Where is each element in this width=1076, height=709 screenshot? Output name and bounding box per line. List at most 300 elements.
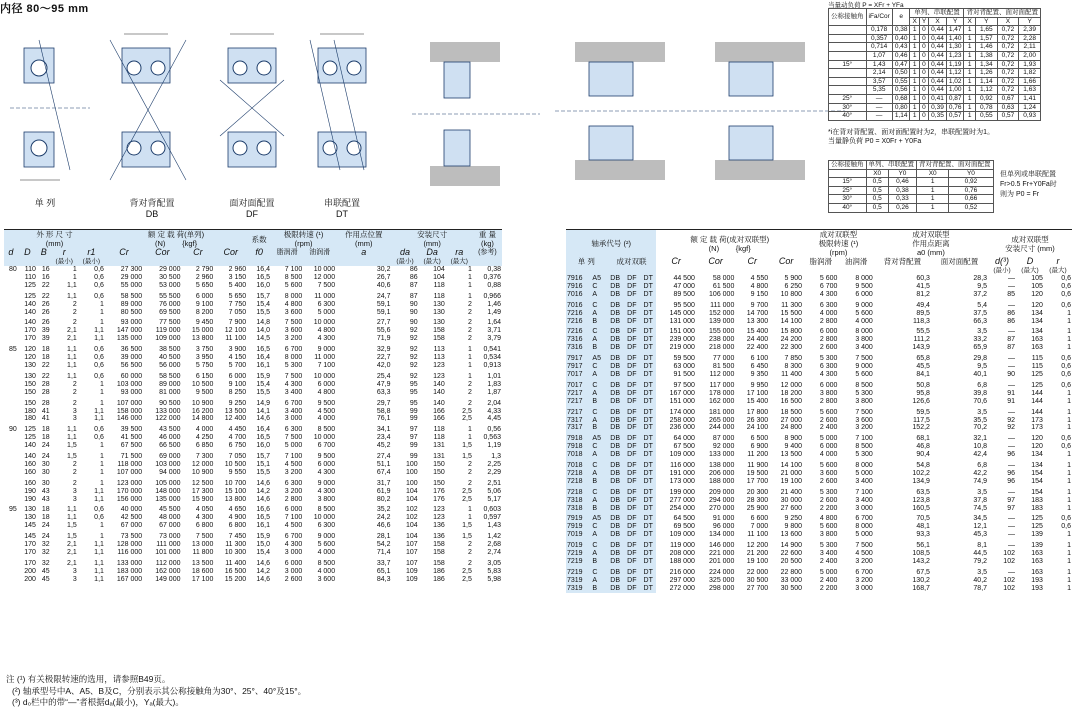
- table-cell: 17 100: [191, 575, 214, 583]
- table-cell: 14,6: [256, 495, 271, 503]
- factor-cell: 0,57: [946, 112, 964, 121]
- table-cell: 37,2: [973, 290, 988, 298]
- table-cell: 3 400: [855, 477, 873, 485]
- factor-cell: 1: [964, 103, 975, 112]
- table-cell: 0,966: [483, 292, 501, 300]
- table-cell: B: [591, 585, 606, 593]
- factor-cell: 1,46: [975, 43, 997, 52]
- factor-cell: 0,47: [892, 60, 910, 69]
- table-cell: 134: [1031, 462, 1043, 470]
- factor-cell: 0,55: [892, 77, 910, 86]
- table-cell: 6 000: [228, 372, 247, 380]
- table-cell: 7018: [566, 451, 591, 459]
- table-cell: 2: [467, 468, 472, 476]
- table-cell: 5 000: [819, 568, 838, 576]
- table-cell: 7218: [566, 486, 591, 497]
- factor-cell: 0,68: [892, 94, 910, 103]
- table-cell: 123: [433, 361, 445, 369]
- table-row: [566, 486, 1072, 497]
- table-cell: C: [591, 566, 606, 577]
- table-cell: 1,1: [94, 567, 104, 575]
- table-cell: 79,2: [973, 558, 988, 565]
- table-cell: 8 500: [317, 506, 336, 514]
- table-cell: 5,98: [487, 575, 501, 583]
- table-cell: 9,5: [977, 363, 988, 371]
- table-row: [566, 406, 1072, 417]
- table-cell: 12 400: [224, 415, 247, 423]
- table-cell: 146 000: [116, 415, 143, 423]
- table-cell: DF: [624, 325, 640, 336]
- table-cell: 158 000: [116, 407, 143, 415]
- table-row: [4, 442, 502, 450]
- table-cell: 1: [1067, 397, 1071, 405]
- table-cell: 2 600: [819, 344, 838, 352]
- table-cell: 2 400: [819, 576, 838, 584]
- table-cell: 2,04: [487, 399, 501, 407]
- table-cell: [4, 530, 18, 541]
- table-cell: 58 500: [159, 372, 181, 380]
- table-cell: 5 600: [284, 281, 303, 289]
- table-cell: 3: [72, 487, 77, 495]
- table-cell: 1: [1067, 496, 1071, 504]
- factor-cell: 1: [964, 34, 975, 43]
- table-cell: 102: [405, 506, 418, 514]
- table-cell: 2,25: [487, 460, 501, 468]
- table-cell: —: [1007, 515, 1015, 523]
- table-cell: 4 500: [284, 522, 303, 530]
- factor-cell: 0: [919, 51, 928, 60]
- table-cell: 45,5: [916, 363, 930, 371]
- table-cell: DB: [607, 283, 624, 291]
- table-cell: 7219: [566, 558, 591, 566]
- table-cell: 173: [1031, 424, 1043, 432]
- table-cell: 0,6: [94, 434, 104, 442]
- factor-cell: 0,41: [929, 94, 947, 103]
- table-cell: DB: [607, 352, 624, 363]
- table-cell: 3: [72, 407, 77, 415]
- table-cell: DT: [640, 523, 656, 531]
- table-cell: 6 000: [317, 460, 336, 468]
- table-cell: 11 000: [314, 292, 336, 300]
- table-cell: 10 000: [313, 514, 336, 522]
- table-cell: DF: [624, 310, 640, 318]
- table-cell: 236 000: [669, 424, 695, 432]
- table-cell: 51,1: [376, 460, 391, 468]
- table-cell: 77 500: [159, 319, 181, 327]
- table-cell: 3,5: [977, 488, 988, 496]
- factor-cell: [829, 86, 867, 95]
- table-cell: 1,5: [462, 522, 472, 530]
- table-cell: A5: [591, 275, 606, 283]
- table-cell: 87: [1007, 344, 1015, 352]
- table-cell: 40 000: [120, 506, 143, 514]
- table-cell: 17 300: [191, 487, 214, 495]
- table-cell: 152 000: [709, 309, 735, 317]
- table-cell: C: [591, 443, 606, 451]
- table-cell: 69 500: [159, 308, 181, 316]
- table-cell: 24: [41, 533, 50, 541]
- table-cell: 61 500: [712, 282, 735, 290]
- table-cell: 24: [41, 442, 50, 450]
- table-cell: 9 450: [195, 319, 214, 327]
- table-cell: 85: [8, 346, 17, 354]
- factor-cell: 1,23: [946, 51, 964, 60]
- table-cell: 71,9: [376, 335, 391, 343]
- table-cell: 1,1: [67, 354, 77, 362]
- table-cell: 66 500: [159, 442, 181, 450]
- table-cell: DB: [607, 566, 624, 577]
- table-cell: 0,6: [94, 506, 104, 514]
- table-cell: 170: [24, 335, 36, 343]
- table-row: [4, 354, 502, 362]
- table-cell: 125: [24, 434, 36, 442]
- table-cell: 7918: [566, 432, 591, 443]
- table-cell: 3 800: [855, 336, 873, 344]
- table-row: [4, 282, 502, 290]
- table-cell: 166: [433, 407, 445, 415]
- table-cell: 130: [433, 319, 445, 327]
- table-cell: 1: [100, 479, 104, 487]
- table-cell: DF: [624, 470, 640, 478]
- table-cell: 8 200: [195, 308, 214, 316]
- table-cell: 90: [409, 308, 418, 316]
- table-cell: 155 000: [709, 328, 735, 336]
- table-cell: 27 600: [780, 504, 803, 512]
- table-cell: 43 500: [159, 426, 181, 434]
- table-cell: 90 500: [159, 399, 181, 407]
- table-cell: 1: [1067, 568, 1071, 576]
- factor-row: [829, 94, 1041, 103]
- table-cell: 46,6: [376, 522, 391, 530]
- table-cell: 14 900: [780, 542, 803, 550]
- table-cell: DT: [640, 299, 656, 310]
- table-cell: 7 500: [855, 355, 873, 363]
- table-cell: 4 000: [819, 451, 838, 459]
- table-cell: 3 400: [855, 496, 873, 504]
- table-cell: DT: [640, 459, 656, 470]
- table-cell: 2: [467, 549, 472, 556]
- caption-dt: 串联配置 DT: [323, 198, 360, 219]
- table-cell: 40,6: [376, 281, 391, 289]
- factor-cell: 1,41: [1019, 94, 1041, 103]
- table-cell: 105: [1031, 275, 1043, 282]
- table-cell: 4 050: [195, 506, 214, 514]
- table-cell: 1: [1067, 424, 1071, 432]
- table-cell: DF: [624, 336, 640, 344]
- table-cell: 30: [41, 468, 50, 476]
- table-cell: 3 000: [855, 584, 873, 592]
- table-cell: 34,5: [973, 515, 988, 523]
- table-cell: 12 000: [313, 273, 336, 281]
- table-cell: 0,6: [1061, 355, 1071, 363]
- factor-cell: 0,357: [866, 34, 892, 43]
- table-cell: [4, 354, 18, 362]
- table-cell: 28,3: [973, 275, 988, 282]
- factor-row: [829, 60, 1041, 69]
- table-cell: 55,6: [376, 327, 391, 335]
- table-cell: 258 000: [669, 416, 695, 424]
- table-cell: 13 300: [746, 317, 769, 325]
- table-cell: DF: [624, 275, 640, 283]
- table-cell: DF: [624, 478, 640, 486]
- table-cell: 4 800: [317, 388, 336, 396]
- factor-cell: 0,92: [975, 94, 997, 103]
- table-cell: 163: [1031, 550, 1043, 558]
- table-cell: 8,1: [977, 542, 988, 550]
- table-cell: 7317: [566, 424, 591, 432]
- table-cell: 0,6: [1061, 523, 1071, 531]
- factor-cell: 0: [919, 77, 928, 86]
- table-cell: 16,1: [256, 522, 271, 530]
- table-cell: 45,3: [973, 531, 988, 539]
- table-row: [566, 283, 1072, 291]
- table-cell: 11 000: [314, 354, 336, 362]
- table-cell: 1: [467, 361, 472, 369]
- table-cell: 1: [100, 468, 104, 476]
- table-cell: DT: [640, 505, 656, 513]
- table-cell: 6 000: [819, 328, 838, 336]
- table-cell: A: [591, 550, 606, 558]
- table-row: [566, 417, 1072, 425]
- table-cell: 1,83: [487, 380, 501, 388]
- table-cell: 16: [41, 266, 50, 273]
- table-cell: 91: [1007, 397, 1015, 405]
- table-cell: 5 600: [855, 370, 873, 378]
- table-cell: DT: [640, 318, 656, 326]
- table-cell: 15 500: [780, 309, 803, 317]
- table-cell: DT: [640, 325, 656, 336]
- table-cell: 39: [41, 327, 50, 335]
- table-cell: 7 450: [228, 533, 247, 541]
- table-cell: 3: [72, 495, 77, 503]
- table-cell: B: [591, 505, 606, 513]
- table-cell: 16,5: [256, 273, 271, 281]
- factor-cell: 0,43: [892, 43, 910, 52]
- table-cell: DF: [624, 371, 640, 379]
- table-cell: DT: [640, 275, 656, 283]
- table-cell: 15,5: [256, 468, 271, 476]
- table-cell: 113: [433, 354, 445, 362]
- table-cell: 176: [433, 487, 445, 495]
- table-cell: 3 950: [195, 354, 214, 362]
- factor-row: [829, 86, 1041, 95]
- table-cell: 53 000: [159, 281, 181, 289]
- table-cell: 1,1: [67, 426, 77, 434]
- table-cell: 6 250: [784, 282, 803, 290]
- table-cell: 92 000: [712, 443, 735, 451]
- table-cell: 11 400: [225, 559, 247, 567]
- table-cell: 32: [41, 559, 50, 567]
- table-cell: 55,5: [916, 328, 930, 336]
- table-cell: 170 000: [116, 487, 143, 495]
- table-cell: 9 250: [228, 399, 247, 407]
- table-cell: 144: [1031, 389, 1043, 397]
- table-cell: 14,9: [256, 399, 271, 407]
- table-cell: DB: [607, 577, 624, 585]
- factor-cell: 1,40: [946, 34, 964, 43]
- hdr-pair-load: 额 定 载 荷(成对双联型) (N) {kgf}: [690, 234, 770, 253]
- factor-cell: 1: [910, 94, 919, 103]
- table-cell: DT: [640, 478, 656, 486]
- table-cell: C: [591, 459, 606, 470]
- table-cell: 170: [24, 559, 36, 567]
- table-cell: DF: [624, 539, 640, 550]
- df-arrangement-drawing: [220, 34, 284, 167]
- table-cell: 102: [1003, 550, 1015, 558]
- table-cell: 3 400: [284, 407, 303, 415]
- table-cell: 6 100: [750, 355, 769, 363]
- table-cell: 15,7: [256, 292, 271, 300]
- table-cell: 1: [100, 388, 104, 396]
- table-cell: DT: [640, 577, 656, 585]
- table-cell: 5 000: [819, 435, 838, 443]
- table-cell: A: [591, 531, 606, 539]
- table-cell: 219 000: [669, 344, 695, 352]
- table-cell: 110: [24, 266, 36, 273]
- table-cell: 107: [405, 541, 418, 549]
- table-cell: 206 000: [709, 469, 735, 477]
- table-cell: [4, 496, 18, 504]
- table-cell: 12,1: [973, 523, 988, 531]
- table-row: [4, 389, 502, 397]
- table-cell: 139 000: [709, 317, 735, 325]
- table-row: [4, 362, 502, 370]
- table-cell: 101 000: [155, 549, 181, 556]
- table-cell: 78,7: [973, 584, 988, 592]
- table-cell: 4 250: [195, 434, 214, 442]
- factor-cell: 0,72: [997, 77, 1019, 86]
- factor-cell: 1: [910, 77, 919, 86]
- table-cell: 130: [24, 361, 36, 369]
- table-cell: 14,6: [256, 559, 271, 567]
- table-cell: —: [1007, 462, 1015, 470]
- table-cell: 1: [1067, 477, 1071, 485]
- table-cell: 1: [467, 273, 472, 281]
- table-cell: 33,2: [973, 336, 988, 344]
- table-cell: 160,5: [912, 504, 930, 512]
- table-cell: DF: [624, 585, 640, 593]
- table-cell: 5 700: [228, 361, 247, 369]
- caption-db: 背对背配置 DB: [129, 198, 175, 219]
- table-cell: 2: [72, 460, 77, 468]
- table-cell: 1: [100, 442, 104, 450]
- table-cell: 4 300: [317, 468, 336, 476]
- table-cell: 150: [24, 380, 36, 388]
- table-cell: 111 000: [156, 541, 181, 549]
- table-cell: 7 100: [284, 453, 303, 461]
- table-cell: 97: [409, 426, 418, 434]
- table-cell: [4, 389, 18, 397]
- table-cell: 11 800: [192, 549, 214, 556]
- table-cell: 2: [467, 300, 472, 308]
- table-cell: DB: [607, 539, 624, 550]
- table-cell: 22,7: [376, 354, 391, 362]
- table-cell: 58 500: [120, 292, 143, 300]
- table-cell: 109 000: [669, 531, 695, 539]
- table-cell: 21 000: [780, 469, 803, 477]
- factor-cell: 1: [964, 51, 975, 60]
- table-cell: 9 500: [195, 388, 214, 396]
- table-cell: 163: [1031, 344, 1043, 352]
- static-factor-cell: 0,5: [866, 203, 888, 212]
- table-cell: 183: [1031, 504, 1043, 512]
- table-cell: 26,7: [376, 273, 391, 281]
- table-cell: 158: [433, 559, 445, 567]
- table-cell: 81 000: [159, 388, 181, 396]
- table-cell: 7 850: [784, 355, 803, 363]
- table-cell: 6 500: [750, 435, 769, 443]
- table-cell: 123,8: [912, 496, 930, 504]
- table-cell: B: [591, 558, 606, 566]
- table-row: [4, 541, 502, 549]
- table-row: [4, 370, 502, 381]
- table-cell: 2: [72, 380, 77, 388]
- left-spec-table: 外 形 尺 寸 (mm) 额 定 载 荷(单列) (N) {kgf} 系数 极限转速 (¹) (rpm) 作用点位置 (mm) 安装尺寸 (mm) 重 量 (kg) d D B r r1 Cr Cor Cr Cor f0 脂润滑 油润滑 a da Da ra (参考) (最小) (最小) (最小) (最大) (最大) 80 110 16 1 0,6 27 300 29 000 2 790 2 960 16,4 7 100 10 000 30,2 86 104 1 0,38 110 16 1 0,6 29 000 30 500 2 960 3 150 16,5 8 500 12 000 26,7 86 104 1 0,376 125 22 1,1 0,6 55 000 53 000 5 650 5 400 16,0 5 600 7 500 40,6 87 118 1 0,88 125 22 1,1 0,6 58 500 55 500 6 000 5 650 15,7 8 000 11 000 24,7 87 118 1 0,966 140 26 2 1 89 000 76 000 9 100 7 750 15,4 4 800 6 300 59,1 90 130 2 1,46 140 26 2 1 80 500 69 500 8 200 7 050 15,5 3 600 5 000 59,1 90 130 2 1,49 140 26 2 1 93 000 77 500 9 450 7 900 14,8 7 500 10 000 27,7 90 130 2 1,64 170 39 2,1 1,1 147 000 119 000 15 000 12 100 14,0 3 600 4 800 55,6 92 158 2 3,71 170 39 2,1 1,1 135 000 109 000 13 800 11 100 14,5 3 200 4 300 71,9 92 158 2 3,79 85 120 18 1,1 0,6 36 500 38 500 3 750 3 900 16,5 6 700 9 000 32,9 92 113 1 0,541 120 18 1,1 0,6 39 000 40 500 3 950 4 150 16,4 8 000 11 000 22,7 92 113 1 0,534 130 22 1,1 0,6 56 500 56 000 5 750 5 700 16,1 5 300 7 100 42,0 92 123 1 0,913 130 22 1,1 0,6 60 000 58 500 6 150 6 000 15,9 7 500 10 000 25,4 92 123 1 1,01 150 28 2 1 103 000 89 000 10 500 9 100 15,4 4 300 6 000 47,9 95 140 2 1,83 150 28 2 1 93 000 81 000 9 500 8 250 15,5 3 400 4 800 63,3 95 140 2 1,87 150 28 2 1 107 000 90 500 10 900 9 250 14,9 6 700 9 500 29,7 95 140 2 2,04 180 41 3 1,1 158 000 133 000 16 200 13 500 14,1 3 400 4 500 58,8 99 166 2,5 4,33 180 41 3 1,1 146 000 122 000 14 800 12 400 14,6 3 000 4 000 76,1 99 166 2,5 4,45 90 125 18 1,1 0,6 39 500 43 500 4 000 4 450 16,4 6 300 8 500 34,1 97 118 1 0,56 125 18 1,1 0,6 41 500 46 000 4 250 4 700 16,5 7 500 10 000 23,4 97 118 1 0,563 140 24 1,5 1 67 500 66 500 6 850 6 750 16,0 5 000 6 700 45,2 99 131 1,5 1,19 140 24 1,5 1 71 500 69 000 7 300 7 050 15,7 7 100 9 500 27,4 99 131 1,5 1,3 160 30 2 1 118 000 103 000 12 000 10 500 15,1 4 500 6 000 51,1 100 150 2 2,25 160 30 2 1 107 000 94 000 10 900 9 550 15,5 3 200 4 300 67,4 100 150 2 2,29 160 30 2 1 123 000 105 000 12 500 10 700 14,6 6 300 9 000 31,7 100 150 2 2,51 190 43 3 1,1 170 000 148 000 17 300 15 100 14,2 3 200 4 300 61,9 104 176 2,5 5,06 190 43 3 1,1 156 000 135 000 15 900 13 800 14,6 2 800 3 800 80,2 104 176 2,5 5,17 95 130 18 1,1 0,6 40 000 45 500 4 050 4 650 16,6 6 000 8 500 35,2 102 123 1 0,603 130 18 1,1 0,6 42 500 48 000 4 300 4 900 16,5 7 100 10 000 24,2 102 123 1 0,597 145 24 1,5 1 67 000 67 000 6 800 6 800 16,1 4 500 6 300 46,6 104 136 1,5 1,43 145 24 1,5 1 73 500 73 000 7 500 7 450 15,9 6 700 9 000 28,1 104 136 1,5 1,42 170 32 2,1 1,1 128 000 111 000 13 000 11 300 15,0 4 300 5 600 54,2 107 158 2 2,68 170 32 2,1 1,1 116 000 101 000 11 800 10 300 15,4 3 000 4 000 71,4 107 158 2 2,74 170 32 2,1 1,1 133 000 112 000 13 500 11 400 14,6 6 000 8 500 33,7 107 158 2 3,05 200 45 3 1,1 183 000 162 000 18 600 16 500 14,2 3 000 4 000 65,1 109 186 2,5 5,83 200 45 3 1,1 167 000 149 000 17 100 15 200 14,6 2 600 3 600 84,3 109 186 2,5 5,98: [4, 229, 502, 584]
- table-cell: 2,1: [67, 541, 77, 549]
- table-cell: 2: [467, 335, 472, 343]
- table-cell: DF: [624, 577, 640, 585]
- table-cell: DF: [624, 523, 640, 531]
- table-cell: 24,2: [376, 514, 391, 522]
- table-cell: 1: [467, 372, 472, 380]
- table-cell: 0,6: [1061, 301, 1071, 309]
- table-cell: 7218: [566, 470, 591, 478]
- factor-cell: 0,35: [929, 112, 947, 121]
- table-cell: 1,1: [94, 541, 104, 549]
- table-cell: 14,6: [256, 479, 271, 487]
- table-cell: 3 200: [284, 487, 303, 495]
- table-cell: 106 000: [709, 290, 735, 298]
- table-cell: 3,71: [487, 327, 501, 335]
- table-cell: 190: [24, 495, 36, 503]
- factor-cell: 1: [964, 112, 975, 121]
- table-cell: 97: [1007, 504, 1015, 512]
- table-cell: 1: [1067, 451, 1071, 459]
- table-cell: 7218: [566, 478, 591, 486]
- static-factor-cell: 1: [917, 186, 949, 195]
- hdr-speed: 极限转速 (¹) (rpm): [283, 230, 324, 248]
- table-cell: DT: [640, 585, 656, 593]
- table-cell: 9 500: [855, 282, 873, 290]
- table-cell: 1: [1067, 389, 1071, 397]
- table-cell: 43: [41, 495, 50, 503]
- table-cell: 63 000: [673, 363, 695, 371]
- table-cell: 59,1: [376, 300, 391, 308]
- table-cell: 69 500: [673, 523, 695, 531]
- table-cell: 134: [1031, 309, 1043, 317]
- table-cell: 2,5: [462, 567, 472, 575]
- table-cell: 140: [24, 308, 36, 316]
- table-cell: 156 000: [116, 495, 143, 503]
- table-cell: 6 700: [284, 399, 303, 407]
- table-cell: [4, 290, 18, 301]
- table-cell: 140: [24, 319, 36, 327]
- hdr-mass: 重 量 (kg): [478, 230, 496, 248]
- table-cell: 10 500: [224, 460, 247, 468]
- table-cell: 87: [409, 281, 418, 289]
- table-cell: 91 000: [712, 515, 735, 523]
- table-cell: 162 000: [709, 397, 735, 405]
- table-cell: 99: [409, 407, 418, 415]
- table-cell: 7319: [566, 585, 591, 593]
- table-row: [566, 531, 1072, 539]
- table-cell: 2 800: [819, 317, 838, 325]
- table-cell: 3 600: [317, 575, 336, 583]
- table-cell: 5 600: [819, 275, 838, 282]
- factor-cell: 0,44: [929, 43, 947, 52]
- table-cell: 4 800: [750, 282, 769, 290]
- table-cell: 30 500: [746, 576, 769, 584]
